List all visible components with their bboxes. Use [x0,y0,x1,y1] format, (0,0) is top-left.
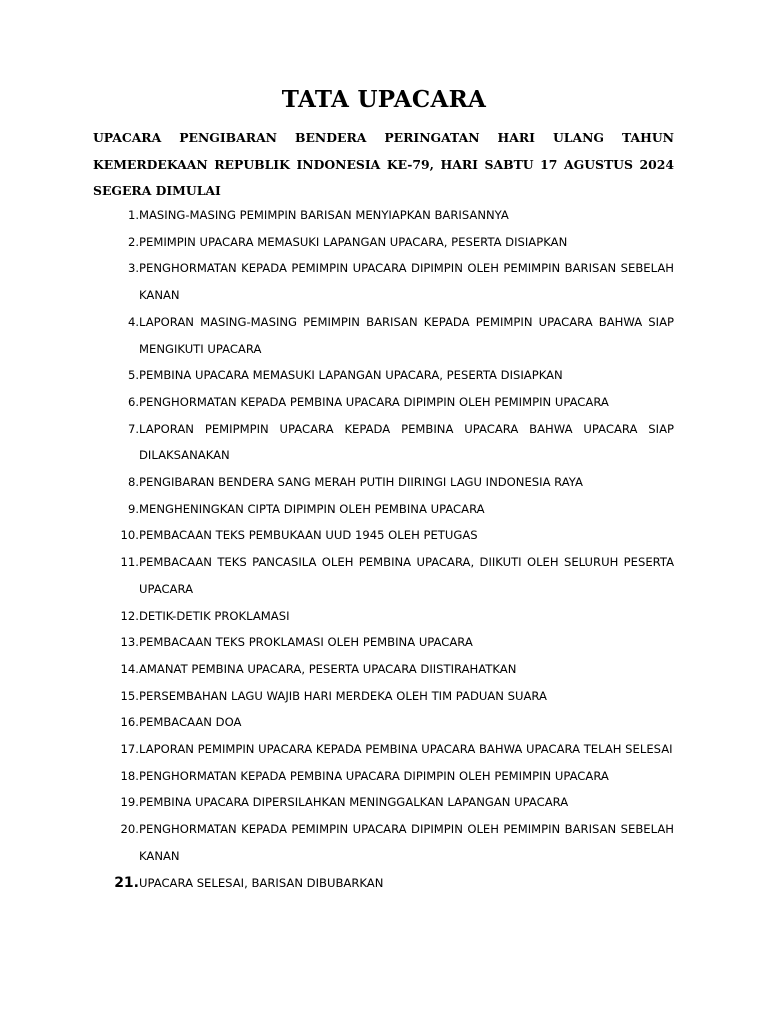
step-number: 12. [120,608,139,623]
step-text: PEMBACAAN TEKS PANCASILA OLEH PEMBINA UPACARA, DIIKUTI OLEH SELURUH PESERTA UPACARA [139,555,674,596]
step-number: 6. [127,394,139,409]
step-text: PEMBACAAN TEKS PROKLAMASI OLEH PEMBINA UPACARA [139,635,473,650]
list-item [93,549,674,602]
list-item [93,362,674,389]
step-number: 7. [127,421,139,436]
step-number: 19. [120,795,139,810]
step-number: 3. [127,261,139,276]
step-number: 1. [127,208,139,222]
list-item [93,629,674,656]
step-text: PEMBACAAN TEKS PEMBUKAAN UUD 1945 OLEH PETUGAS [139,528,478,543]
list-item [93,389,674,416]
list-item [93,416,674,469]
list-item [93,229,674,256]
list-item [93,736,674,763]
step-number: 8. [127,475,139,490]
step-text: MENGHENINGKAN CIPTA DIPIMPIN OLEH PEMBINA UPACARA [139,501,485,516]
step-number: 15. [120,688,139,703]
step-text: LAPORAN PEMIPMPIN UPACARA KEPADA PEMBINA UPACARA BAHWA UPACARA SIAP DILAKSANAKAN [139,421,674,463]
document-title: TATA UPACARA [281,86,487,113]
list-item [93,309,674,362]
step-number: 20. [120,822,139,837]
step-text: UPACARA SELESAI, BARISAN DIBUBARKAN [139,875,384,890]
step-text: PEMBINA UPACARA DIPERSILAHKAN MENINGGALKAN LAPANGAN UPACARA [139,795,569,810]
intro-paragraph: UPACARA PENGIBARAN BENDERA PERINGATAN HARI ULANG TAHUN KEMERDEKAAN REPUBLIK INDONESIA KE-79, HARI SABTU 17 AGUSTUS 2024 SEGERA DIMULAI [93,130,674,198]
step-text: PENGIBARAN BENDERA SANG MERAH PUTIH DIIRINGI LAGU INDONESIA RAYA [139,475,583,490]
step-number: 14. [120,661,139,676]
step-number: 18. [120,768,139,783]
step-text: PEMBINA UPACARA MEMASUKI LAPANGAN UPACARA, PESERTA DISIAPKAN [139,368,563,383]
step-text: PENGHORMATAN KEPADA PEMIMPIN UPACARA DIPIMPIN OLEH PEMIMPIN BARISAN SEBELAH KANAN [139,822,674,863]
step-text: PEMBACAAN DOA [139,715,242,730]
step-text: DETIK-DETIK PROKLAMASI [139,608,290,623]
step-text: MASING-MASING PEMIMPIN BARISAN MENYIAPKAN BARISANNYA [139,208,509,222]
step-text: PENGHORMATAN KEPADA PEMBINA UPACARA DIPIMPIN OLEH PEMIMPIN UPACARA [139,394,609,409]
step-text: PENGHORMATAN KEPADA PEMIMPIN UPACARA DIPIMPIN OLEH PEMIMPIN BARISAN SEBELAH KANAN [139,261,674,303]
list-item [93,816,674,869]
list-item [93,255,674,308]
step-number: 5. [127,368,139,383]
list-item [93,709,674,736]
ceremony-steps-list [93,202,674,896]
step-text: PEMIMPIN UPACARA MEMASUKI LAPANGAN UPACARA, PESERTA DISIAPKAN [139,234,568,249]
step-text: PERSEMBAHAN LAGU WAJIB HARI MERDEKA OLEH TIM PADUAN SUARA [139,688,547,703]
step-number: 13. [120,635,139,650]
step-number: 11. [120,555,139,570]
step-text: AMANAT PEMBINA UPACARA, PESERTA UPACARA DIISTIRAHATKAN [139,661,517,676]
step-number: 10. [120,528,139,543]
step-number: 9. [127,501,139,516]
list-item [93,522,674,549]
list-item [93,202,674,229]
list-item [93,763,674,790]
step-text: PENGHORMATAN KEPADA PEMBINA UPACARA DIPIMPIN OLEH PEMIMPIN UPACARA [139,768,609,783]
step-number: 16. [120,715,139,730]
step-text: LAPORAN PEMIMPIN UPACARA KEPADA PEMBINA UPACARA BAHWA UPACARA TELAH SELESAI [139,742,673,757]
list-item [93,603,674,630]
list-item [93,469,674,496]
list-item [93,870,674,897]
list-item [93,683,674,710]
list-item [93,496,674,523]
step-number: 17. [120,742,139,757]
step-text: LAPORAN MASING-MASING PEMIMPIN BARISAN KEPADA PEMIMPIN UPACARA BAHWA SIAP MENGIKUTI UPACARA [139,314,674,356]
step-number: 2. [127,234,139,249]
list-item [93,789,674,816]
step-number: 21. [114,874,139,891]
list-item [93,656,674,683]
step-number: 4. [127,314,139,329]
